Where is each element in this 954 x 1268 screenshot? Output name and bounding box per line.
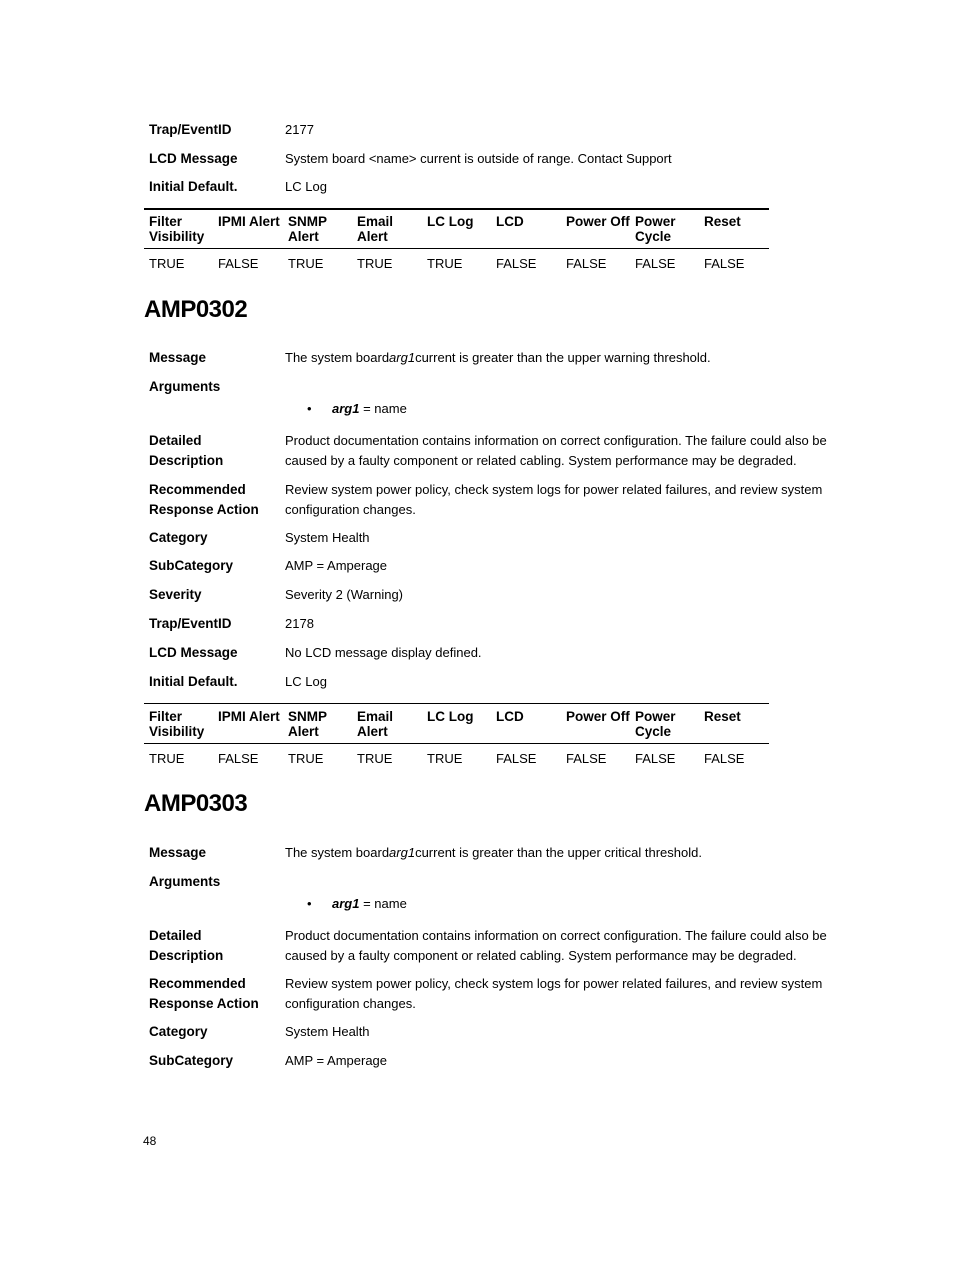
field-label: Severity xyxy=(149,587,202,602)
table-cell: TRUE xyxy=(427,751,463,766)
page-number: 48 xyxy=(143,1134,157,1148)
field-value: AMP = Amperage xyxy=(285,558,388,573)
header-filter-visibility: Filter Visibility xyxy=(149,709,205,739)
header-power-cycle: Power Cycle xyxy=(635,709,676,739)
table-top-rule xyxy=(144,703,769,704)
field-value: LC Log xyxy=(285,674,327,689)
field-label: Recommended Response Action xyxy=(149,482,259,517)
header-filter-visibility: Filter Visibility xyxy=(149,214,205,244)
table-cell: TRUE xyxy=(288,751,324,766)
table-cell: TRUE xyxy=(149,751,185,766)
field-label: Initial Default. xyxy=(149,674,238,689)
table-cell: FALSE xyxy=(218,751,259,766)
table-cell: FALSE xyxy=(704,256,745,271)
field-value: • arg1 = name xyxy=(285,872,837,914)
table-cell: TRUE xyxy=(357,751,393,766)
header-reset: Reset xyxy=(704,709,741,724)
header-email-alert: Email Alert xyxy=(357,214,394,244)
table-cell: FALSE xyxy=(496,256,537,271)
header-lcd: LCD xyxy=(496,214,524,229)
field-label: Initial Default. xyxy=(149,179,238,194)
field-value: AMP = Amperage xyxy=(285,1053,388,1068)
field-value: Review system power policy, check system logs for power related failures, and review system configuration changes. xyxy=(285,976,823,1011)
header-lc-log: LC Log xyxy=(427,214,474,229)
table-cell: FALSE xyxy=(218,256,259,271)
field-value: System Health xyxy=(285,530,370,545)
field-label: Trap/EventID xyxy=(149,122,232,137)
bullet-icon: • xyxy=(307,401,312,416)
arg-token: arg1 xyxy=(389,350,416,365)
field-value: No LCD message display defined. xyxy=(285,645,482,660)
header-power-off: Power Off xyxy=(566,709,630,724)
field-value: Product documentation contains information on correct configuration. The failure could also be caused by a faulty component or related cabling. System performance may be degraded. xyxy=(285,433,827,468)
table-header-rule xyxy=(144,248,769,249)
field-label: LCD Message xyxy=(149,151,238,166)
header-power-cycle: Power Cycle xyxy=(635,214,676,244)
field-value: 2177 xyxy=(285,122,314,137)
header-reset: Reset xyxy=(704,214,741,229)
field-label: Recommended Response Action xyxy=(149,976,259,1011)
field-value: Review system power policy, check system logs for power related failures, and review system configuration changes. xyxy=(285,482,823,517)
header-lc-log: LC Log xyxy=(427,709,474,724)
field-value: System board <name> current is outside of range. Contact Support xyxy=(285,151,672,166)
table-cell: FALSE xyxy=(635,751,676,766)
section-title-amp0303: AMP0303 xyxy=(144,790,248,817)
table-cell: FALSE xyxy=(566,751,607,766)
section-title-amp0302: AMP0302 xyxy=(144,296,248,323)
field-label: Category xyxy=(149,1024,208,1039)
field-label: Category xyxy=(149,530,208,545)
field-label: Message xyxy=(149,845,207,860)
bullet-icon: • xyxy=(307,896,312,911)
field-label: Detailed Description xyxy=(149,433,224,468)
table-cell: TRUE xyxy=(357,256,393,271)
field-value: 2178 xyxy=(285,616,314,631)
field-label: Trap/EventID xyxy=(149,616,232,631)
table-cell: FALSE xyxy=(704,751,745,766)
field-value: System Health xyxy=(285,1024,370,1039)
arg-token: arg1 xyxy=(389,845,416,860)
table-cell: FALSE xyxy=(496,751,537,766)
table-cell: TRUE xyxy=(288,256,324,271)
field-label: Detailed Description xyxy=(149,928,224,963)
table-cell: TRUE xyxy=(149,256,185,271)
header-ipmi-alert: IPMI Alert xyxy=(218,709,280,724)
header-ipmi-alert: IPMI Alert xyxy=(218,214,280,229)
header-lcd: LCD xyxy=(496,709,524,724)
table-cell: FALSE xyxy=(635,256,676,271)
field-label: LCD Message xyxy=(149,645,238,660)
field-label: Arguments xyxy=(149,874,221,889)
table-top-rule xyxy=(144,208,769,210)
table-cell: FALSE xyxy=(566,256,607,271)
header-snmp-alert: SNMP Alert xyxy=(288,709,328,739)
field-label: SubCategory xyxy=(149,558,234,573)
header-power-off: Power Off xyxy=(566,214,630,229)
field-label: Arguments xyxy=(149,379,221,394)
field-value: LC Log xyxy=(285,179,327,194)
field-value: The system boardarg1current is greater than the upper critical threshold. xyxy=(285,845,702,860)
field-value: Severity 2 (Warning) xyxy=(285,587,403,602)
table-cell: TRUE xyxy=(427,256,463,271)
table-header-rule xyxy=(144,743,769,744)
field-label: Message xyxy=(149,350,207,365)
field-value: Product documentation contains information on correct configuration. The failure could also be caused by a faulty component or related cabling. System performance may be degraded. xyxy=(285,928,827,963)
field-value: • arg1 = name xyxy=(285,377,837,419)
header-snmp-alert: SNMP Alert xyxy=(288,214,328,244)
field-label: SubCategory xyxy=(149,1053,234,1068)
field-value: The system boardarg1current is greater than the upper warning threshold. xyxy=(285,350,711,365)
header-email-alert: Email Alert xyxy=(357,709,394,739)
